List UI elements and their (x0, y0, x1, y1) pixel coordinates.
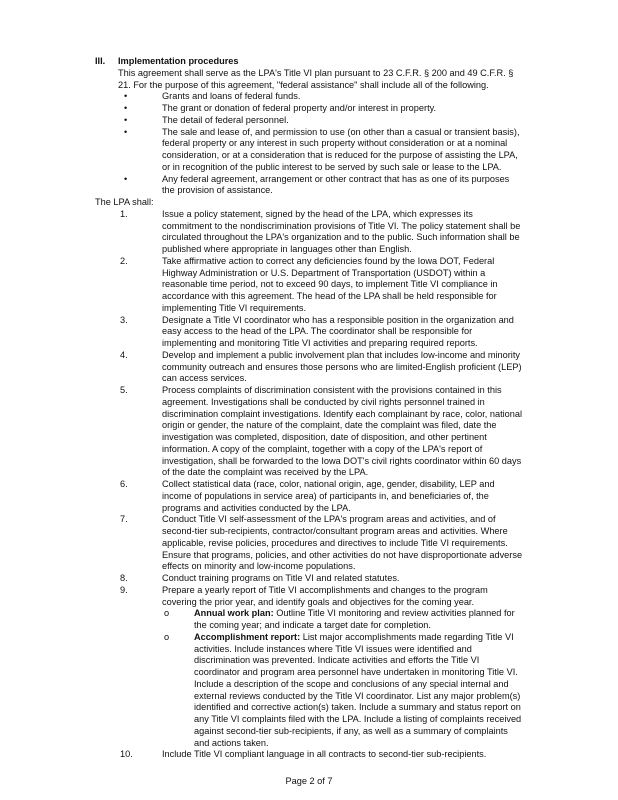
section-intro: This agreement shall serve as the LPA's Title VI plan pursuant to 23 C.F.R. § 200 and 49 C.F.R. § 21. For the purpose of this agreement, "federal assistance" shall include all of the following. (118, 67, 514, 90)
bullet-text: The detail of federal personnel. (162, 114, 289, 125)
item-text: Prepare a yearly report of Title VI accomplishments and changes to the program covering the prior year, and identify goals and objectives for the coming year. (162, 584, 488, 607)
item-number: 8. (120, 573, 128, 583)
item-text: Conduct Title VI self-assessment of the LPA's program areas and activities, and of second-tier sub-recipients, contractor/consultant program areas and activities. Where applicable, revise policies, procedures and directives to include Title VI requirements. Ensure that programs, policies, and other activities do not have disproportionate adverse effects on minority and low-income populations. (162, 514, 523, 572)
bullet-item (124, 114, 522, 127)
item-text: Develop and implement a public involvement plan that includes low-income and minority community outreach and ensures those persons who are limited-English proficient (LEP) can access services. (162, 349, 522, 384)
document-page (0, 56, 618, 761)
item-number: 9. (120, 584, 128, 595)
section-title: Implementation procedures (118, 56, 239, 66)
sub-item (164, 631, 522, 750)
bullet-item (124, 91, 522, 103)
item-number: 5. (120, 385, 128, 395)
numbered-item (120, 584, 524, 609)
item-text: Designate a Title VI coordinator who has a responsible position in the organization and easy access to the head of the LPA. The coordinator shall be responsible for implementing and monitoring Title VI activities and preparing required reports. (162, 314, 514, 348)
item-number: 3. (120, 314, 128, 325)
item-text: Process complaints of discrimination consistent with the provisions contained in this agreement. Investigations shall be conducted by civil rights personnel trained in discrimination complaint investigations. Identify each complainant by race, color, national origin or gender, the nature of the complaint, date the complaint was filed, date the investigation was completed, disposition, date of disposition, and other pertinent information. A copy of the complaint, together with a copy of the LPA's report of investigation, shall be forwarded to the Iowa DOT's civil rights coordinator within 60 days of the date the complaint was received by the LPA. (162, 385, 523, 478)
item-text: Issue a policy statement, signed by the head of the LPA, which expresses its commitment to the nondiscrimination provisions of Title VI. The policy statement shall be circulated throughout the LPA's organization and to the public. Such information shall be published where appropriate in languages other than English. (162, 208, 521, 254)
bullet-marker: • (124, 126, 128, 137)
item-number: 2. (120, 255, 128, 266)
numbered-item (120, 514, 524, 573)
numbered-item (120, 349, 524, 385)
sub-item-text: Outline Title VI monitoring and review activities planned for the coming year; and indicate a target date for completion. (194, 608, 515, 630)
bullet-text: The sale and lease of, and permission to use (on other than a casual or transient basis), federal property or any interest in such property without consideration or at a nominal consideration, or at a consideration that is reduced for the purpose of assisting the LPA, or in recognition of the public interest to be served by such sale or lease to the LPA. (162, 126, 520, 172)
page-number: Page 2 of 7 (285, 776, 333, 786)
numbered-item (120, 479, 524, 514)
numbered-item (120, 255, 524, 315)
item-text: Collect statistical data (race, color, national origin, age, gender, disability, LEP and income of populations in service area) of participants in, and beneficiaries of, the programs and activities conducted by the LPA. (162, 479, 495, 513)
item-number: 7. (120, 514, 128, 525)
item-number: 4. (120, 349, 128, 360)
numbered-item (120, 385, 524, 479)
bullet-marker: • (124, 103, 128, 113)
lpa-shall-lead: The LPA shall: (95, 197, 154, 207)
bullet-text: Any federal agreement, arrangement or other contract that has as one of its purposes the provision of assistance. (162, 173, 510, 196)
bullet-item (124, 126, 522, 174)
bullet-text: The grant or donation of federal property and/or interest in property. (162, 103, 437, 113)
sub-marker: o (164, 631, 170, 642)
numbered-item (120, 314, 524, 350)
bullet-item (124, 173, 522, 198)
bullet-marker: • (124, 173, 128, 184)
bullet-marker: • (124, 114, 128, 125)
sub-item-label: Annual work plan: (194, 608, 274, 619)
sub-marker: o (164, 608, 170, 619)
sub-item-label: Accomplishment report: (194, 631, 301, 642)
item-text: Conduct training programs on Title VI and related statutes. (162, 573, 400, 583)
numbered-item (120, 573, 524, 585)
item-text: Take affirmative action to correct any deficiencies found by the Iowa DOT, Federal Highway Administration or U.S. Department of Transportation (USDOT) within a reasonable time period, not to exceed 90 days, to implement Title VI compliance in accordance with this agreement. The head of the LPA shall be held responsible for implementing Title VI requirements. (162, 255, 498, 313)
item-number: 6. (120, 479, 128, 489)
sub-item (164, 608, 522, 632)
numbered-item (120, 749, 524, 761)
item-number: 1. (120, 208, 128, 219)
section-heading (0, 56, 618, 68)
section-number: III. (95, 56, 106, 66)
bullet-text: Grants and loans of federal funds. (162, 91, 301, 102)
item-text: Include Title VI compliant language in all contracts to second-tier sub-recipients. (162, 749, 487, 760)
item-number: 10. (120, 749, 133, 760)
bullet-marker: • (124, 91, 128, 102)
numbered-item (120, 208, 524, 256)
sub-item-text: List major accomplishments made regarding Title VI activities. Include instances where Title VI issues were identified and discrimination was prevented. Indicate activities and efforts the Title VI coordinator and program area personnel have undertaken in monitoring Title VI. Include a description of the scope and conclusions of any special internal and external reviews conducted by the Title VI coordinator. List any major problem(s) identified and corrective action(s) taken. Include a summary and status report on any Title VI complaints filed with the LPA. Include a listing of complaints received against second-tier sub-recipients, if any, as well as a summary of complaints and actions taken. (194, 631, 522, 748)
bullet-item (124, 103, 522, 115)
